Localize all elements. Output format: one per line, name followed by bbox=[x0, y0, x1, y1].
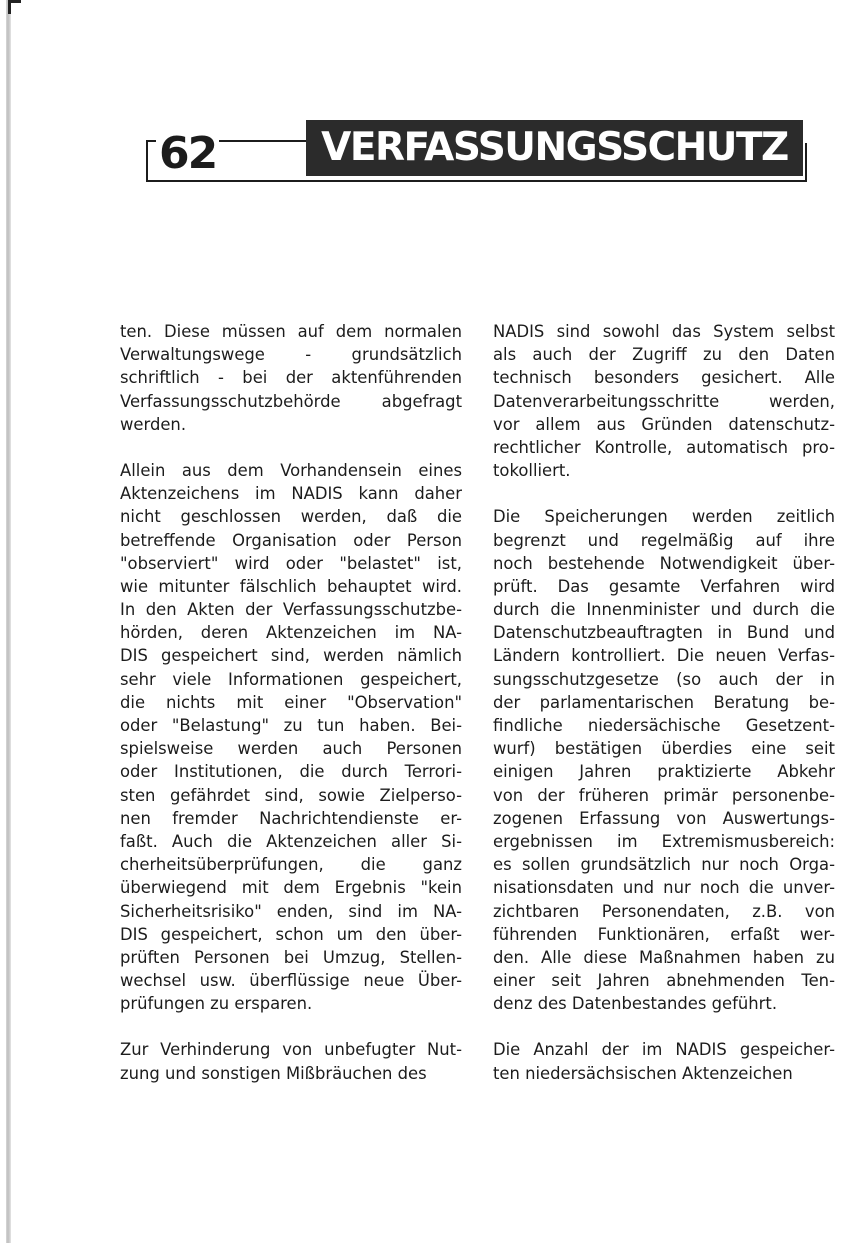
text-line: betreffende Organisation oder Person bbox=[120, 530, 462, 550]
text-line: vor allem aus Gründen datenschutz- bbox=[493, 414, 835, 434]
text-line: ten niedersächsischen Aktenzeichen bbox=[493, 1063, 793, 1083]
text-line: denz des Datenbestandes geführt. bbox=[493, 994, 778, 1014]
text-line: faßt. Auch die Aktenzeichen aller Si- bbox=[120, 831, 462, 851]
paragraph bbox=[493, 320, 835, 482]
text-line: durch die Innenminister und durch die bbox=[493, 600, 835, 620]
text-line: wechsel usw. überflüssige neue Über- bbox=[120, 971, 462, 991]
text-line: zichtbaren Personendaten, z.B. von bbox=[493, 901, 835, 921]
text-line: Zur Verhinderung von unbefugter Nut- bbox=[120, 1040, 462, 1060]
text-line: Aktenzeichens im NADIS kann daher bbox=[120, 484, 462, 504]
paragraph-gap bbox=[120, 1015, 462, 1038]
text-line: es sollen grundsätzlich nur noch Orga- bbox=[493, 855, 835, 875]
text-line: findliche niedersächische Gesetzent- bbox=[493, 716, 835, 735]
text-line: cherheitsüberprüfungen, die ganz bbox=[120, 855, 462, 875]
text-line: sten gefährdet sind, sowie Zielperso- bbox=[120, 785, 462, 805]
text-line: NADIS sind sowohl das System selbst bbox=[493, 322, 835, 341]
text-line: einigen Jahren praktizierte Abkehr bbox=[493, 762, 835, 782]
text-line: zung und sonstigen Mißbräuchen des bbox=[120, 1063, 427, 1083]
text-line: rechtlicher Kontrolle, automatisch pro- bbox=[493, 437, 835, 457]
text-line: Sicherheitsrisiko" enden, sind im NA- bbox=[120, 901, 462, 921]
text-line: oder "Belastung" zu tun haben. Bei- bbox=[120, 716, 462, 735]
text-line: einer seit Jahren abnehmenden Ten- bbox=[493, 971, 835, 991]
text-line: Allein aus dem Vorhandensein eines bbox=[120, 460, 462, 480]
text-line: "observiert" wird oder "belastet" ist, bbox=[120, 553, 462, 573]
text-line: werden. bbox=[120, 414, 187, 434]
paragraph bbox=[120, 320, 462, 436]
text-line: oder Institutionen, die durch Terrori- bbox=[120, 762, 462, 782]
left-column bbox=[120, 320, 462, 1085]
text-line: prüften Personen bei Umzug, Stellen- bbox=[120, 947, 462, 967]
paragraph bbox=[493, 1038, 835, 1084]
text-line: sehr viele Informationen gespeichert, bbox=[120, 669, 462, 689]
text-line: Verfassungsschutzbehörde abgefragt bbox=[120, 391, 462, 411]
text-line: nen fremder Nachrichtendienste er- bbox=[120, 808, 462, 828]
text-line: nisationsdaten und nur noch die unver- bbox=[493, 878, 835, 898]
page-header bbox=[0, 0, 855, 200]
header-rule-bottom bbox=[146, 180, 806, 182]
paragraph-gap bbox=[493, 482, 835, 505]
paragraph bbox=[493, 505, 835, 1015]
text-line: führenden Funktionären, erfaßt wer- bbox=[493, 924, 835, 944]
header-rule-right bbox=[805, 143, 807, 182]
right-column bbox=[493, 320, 835, 1085]
paragraph bbox=[120, 1038, 462, 1084]
text-line: Datenverarbeitungsschritte werden, bbox=[493, 391, 835, 411]
text-line: wurf) bestätigen überdies eine seit bbox=[493, 739, 835, 759]
text-line: prüft. Das gesamte Verfahren wird bbox=[493, 576, 835, 596]
paragraph bbox=[120, 459, 462, 1016]
text-line: In den Akten der Verfassungsschutzbe- bbox=[120, 600, 462, 620]
text-line: den. Alle diese Maßnahmen haben zu bbox=[493, 947, 835, 967]
text-line: technisch besonders gesichert. Alle bbox=[493, 368, 835, 388]
text-line: wie mitunter fälschlich behauptet wird. bbox=[120, 576, 462, 596]
text-line: ten. Diese müssen auf dem normalen bbox=[120, 322, 462, 341]
text-line: Die Speicherungen werden zeitlich bbox=[493, 507, 835, 527]
text-line: noch bestehende Notwendigkeit über- bbox=[493, 553, 835, 573]
text-line: prüfungen zu ersparen. bbox=[120, 994, 313, 1014]
section-title: VERFASSUNGSSCHUTZ bbox=[321, 125, 788, 170]
text-line: spielsweise werden auch Personen bbox=[120, 739, 462, 759]
text-line: überwiegend mit dem Ergebnis "kein bbox=[120, 878, 462, 898]
text-line: nicht geschlossen werden, daß die bbox=[120, 507, 462, 527]
text-line: DIS gespeichert, schon um den über- bbox=[120, 924, 462, 944]
text-line: schriftlich - bei der aktenführenden bbox=[120, 368, 462, 388]
text-line: Datenschutzbeauftragten in Bund und bbox=[493, 623, 835, 643]
text-line: ergebnissen im Extremismusbereich: bbox=[493, 831, 835, 851]
section-title-box bbox=[306, 120, 803, 176]
text-line: begrenzt und regelmäßig auf ihre bbox=[493, 530, 835, 550]
paragraph-gap bbox=[120, 436, 462, 459]
text-line: hörden, deren Aktenzeichen im NA- bbox=[120, 623, 462, 643]
text-line: DIS gespeichert sind, werden nämlich bbox=[120, 646, 462, 666]
text-line: sungsschutzgesetze (so auch der in bbox=[493, 669, 835, 689]
text-line: von der früheren primär personenbe- bbox=[493, 785, 835, 805]
text-line: der parlamentarischen Beratung be- bbox=[493, 692, 835, 712]
text-line: die nichts mit einer "Observation" bbox=[120, 692, 462, 712]
header-rule-left bbox=[146, 140, 148, 182]
text-line: Ländern kontrolliert. Die neuen Verfas- bbox=[493, 646, 835, 666]
text-line: tokolliert. bbox=[493, 461, 571, 481]
paragraph-gap bbox=[493, 1015, 835, 1038]
text-line: zogenen Erfassung von Auswertungs- bbox=[493, 808, 835, 828]
text-line: Verwaltungswege - grundsätzlich bbox=[120, 345, 462, 365]
page-number: 62 bbox=[156, 130, 219, 178]
text-line: als auch der Zugriff zu den Daten bbox=[493, 345, 835, 365]
text-line: Die Anzahl der im NADIS gespeicher- bbox=[493, 1040, 835, 1060]
